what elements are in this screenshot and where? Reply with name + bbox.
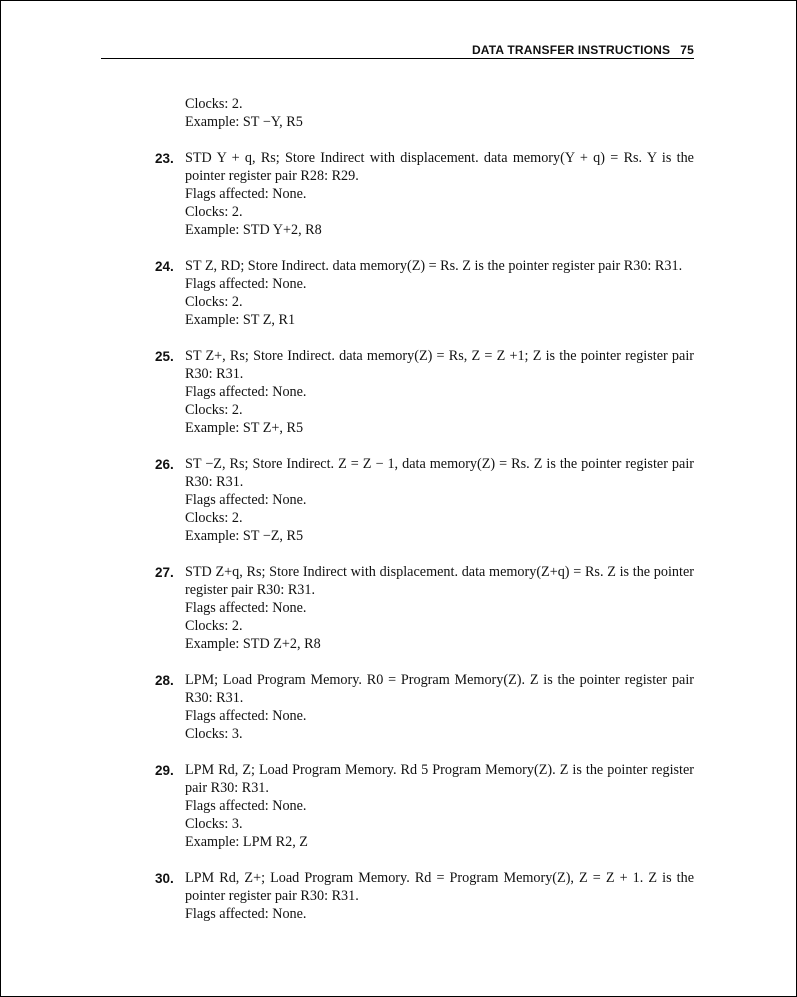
entry-number: 28. — [155, 673, 174, 688]
page-body — [146, 95, 694, 923]
entry-number: 24. — [155, 259, 174, 274]
flags-line: Flags affected: None. — [185, 276, 307, 292]
entry-number: 29. — [155, 763, 174, 778]
entry-description: STD Y + q, Rs; Store Indirect with displacement. data memory(Y + q) = Rs. Y is the pointer register pair R28: R29. — [185, 150, 694, 184]
page-number: 75 — [680, 43, 694, 57]
entry-description: ST Z+, Rs; Store Indirect. data memory(Z) = Rs, Z = Z +1; Z is the pointer register pair R30: R31. — [185, 348, 694, 382]
example-line: Example: ST −Z, R5 — [185, 528, 304, 544]
clocks-line: Clocks: 3. — [185, 816, 243, 832]
entry-description: LPM Rd, Z+; Load Program Memory. Rd = Program Memory(Z), Z = Z + 1. Z is the pointer register pair R30: R31. — [185, 870, 694, 904]
clocks-line: Clocks: 3. — [185, 726, 243, 742]
flags-line: Flags affected: None. — [185, 384, 307, 400]
clocks-line: Clocks: 2. — [185, 204, 243, 220]
instruction-entry-26 — [146, 455, 694, 545]
example-line: Example: ST −Y, R5 — [185, 114, 303, 130]
example-line: Example: ST Z+, R5 — [185, 420, 304, 436]
example-line: Example: STD Z+2, R8 — [185, 636, 321, 652]
clocks-line: Clocks: 2. — [185, 618, 243, 634]
flags-line: Flags affected: None. — [185, 708, 307, 724]
flags-line: Flags affected: None. — [185, 798, 307, 814]
entry-number: 23. — [155, 151, 174, 166]
instruction-entry-24 — [146, 257, 694, 329]
flags-line: Flags affected: None. — [185, 186, 307, 202]
instruction-entry-23 — [146, 149, 694, 239]
entry-description: ST −Z, Rs; Store Indirect. Z = Z − 1, data memory(Z) = Rs. Z is the pointer register pair R30: R31. — [185, 456, 694, 490]
entry-number: 25. — [155, 349, 174, 364]
instruction-entry-25 — [146, 347, 694, 437]
entry-number: 30. — [155, 871, 174, 886]
instruction-entry-29 — [146, 761, 694, 851]
flags-line: Flags affected: None. — [185, 906, 307, 922]
clocks-line: Clocks: 2. — [185, 96, 243, 112]
example-line: Example: LPM R2, Z — [185, 834, 308, 850]
entry-number: 27. — [155, 565, 174, 580]
instruction-entry-27 — [146, 563, 694, 653]
entry-description: LPM; Load Program Memory. R0 = Program Memory(Z). Z is the pointer register pair R30: R31. — [185, 672, 694, 706]
entry-number: 26. — [155, 457, 174, 472]
clocks-line: Clocks: 2. — [185, 294, 243, 310]
flags-line: Flags affected: None. — [185, 492, 307, 508]
entry-description: LPM Rd, Z; Load Program Memory. Rd 5 Program Memory(Z). Z is the pointer register pair R30: R31. — [185, 762, 694, 796]
entry-description: STD Z+q, Rs; Store Indirect with displacement. data memory(Z+q) = Rs. Z is the pointer register pair R30: R31. — [185, 564, 694, 598]
example-line: Example: STD Y+2, R8 — [185, 222, 322, 238]
running-head-title: DATA TRANSFER INSTRUCTIONS — [471, 43, 671, 57]
instruction-entry-30 — [146, 869, 694, 923]
clocks-line: Clocks: 2. — [185, 402, 243, 418]
example-line: Example: ST Z, R1 — [185, 312, 296, 328]
running-head — [101, 43, 694, 59]
clocks-line: Clocks: 2. — [185, 510, 243, 526]
entry-description: ST Z, RD; Store Indirect. data memory(Z) = Rs. Z is the pointer register pair R30: R31. — [185, 258, 683, 274]
instruction-entry-28 — [146, 671, 694, 743]
continued-entry — [146, 95, 694, 131]
flags-line: Flags affected: None. — [185, 600, 307, 616]
